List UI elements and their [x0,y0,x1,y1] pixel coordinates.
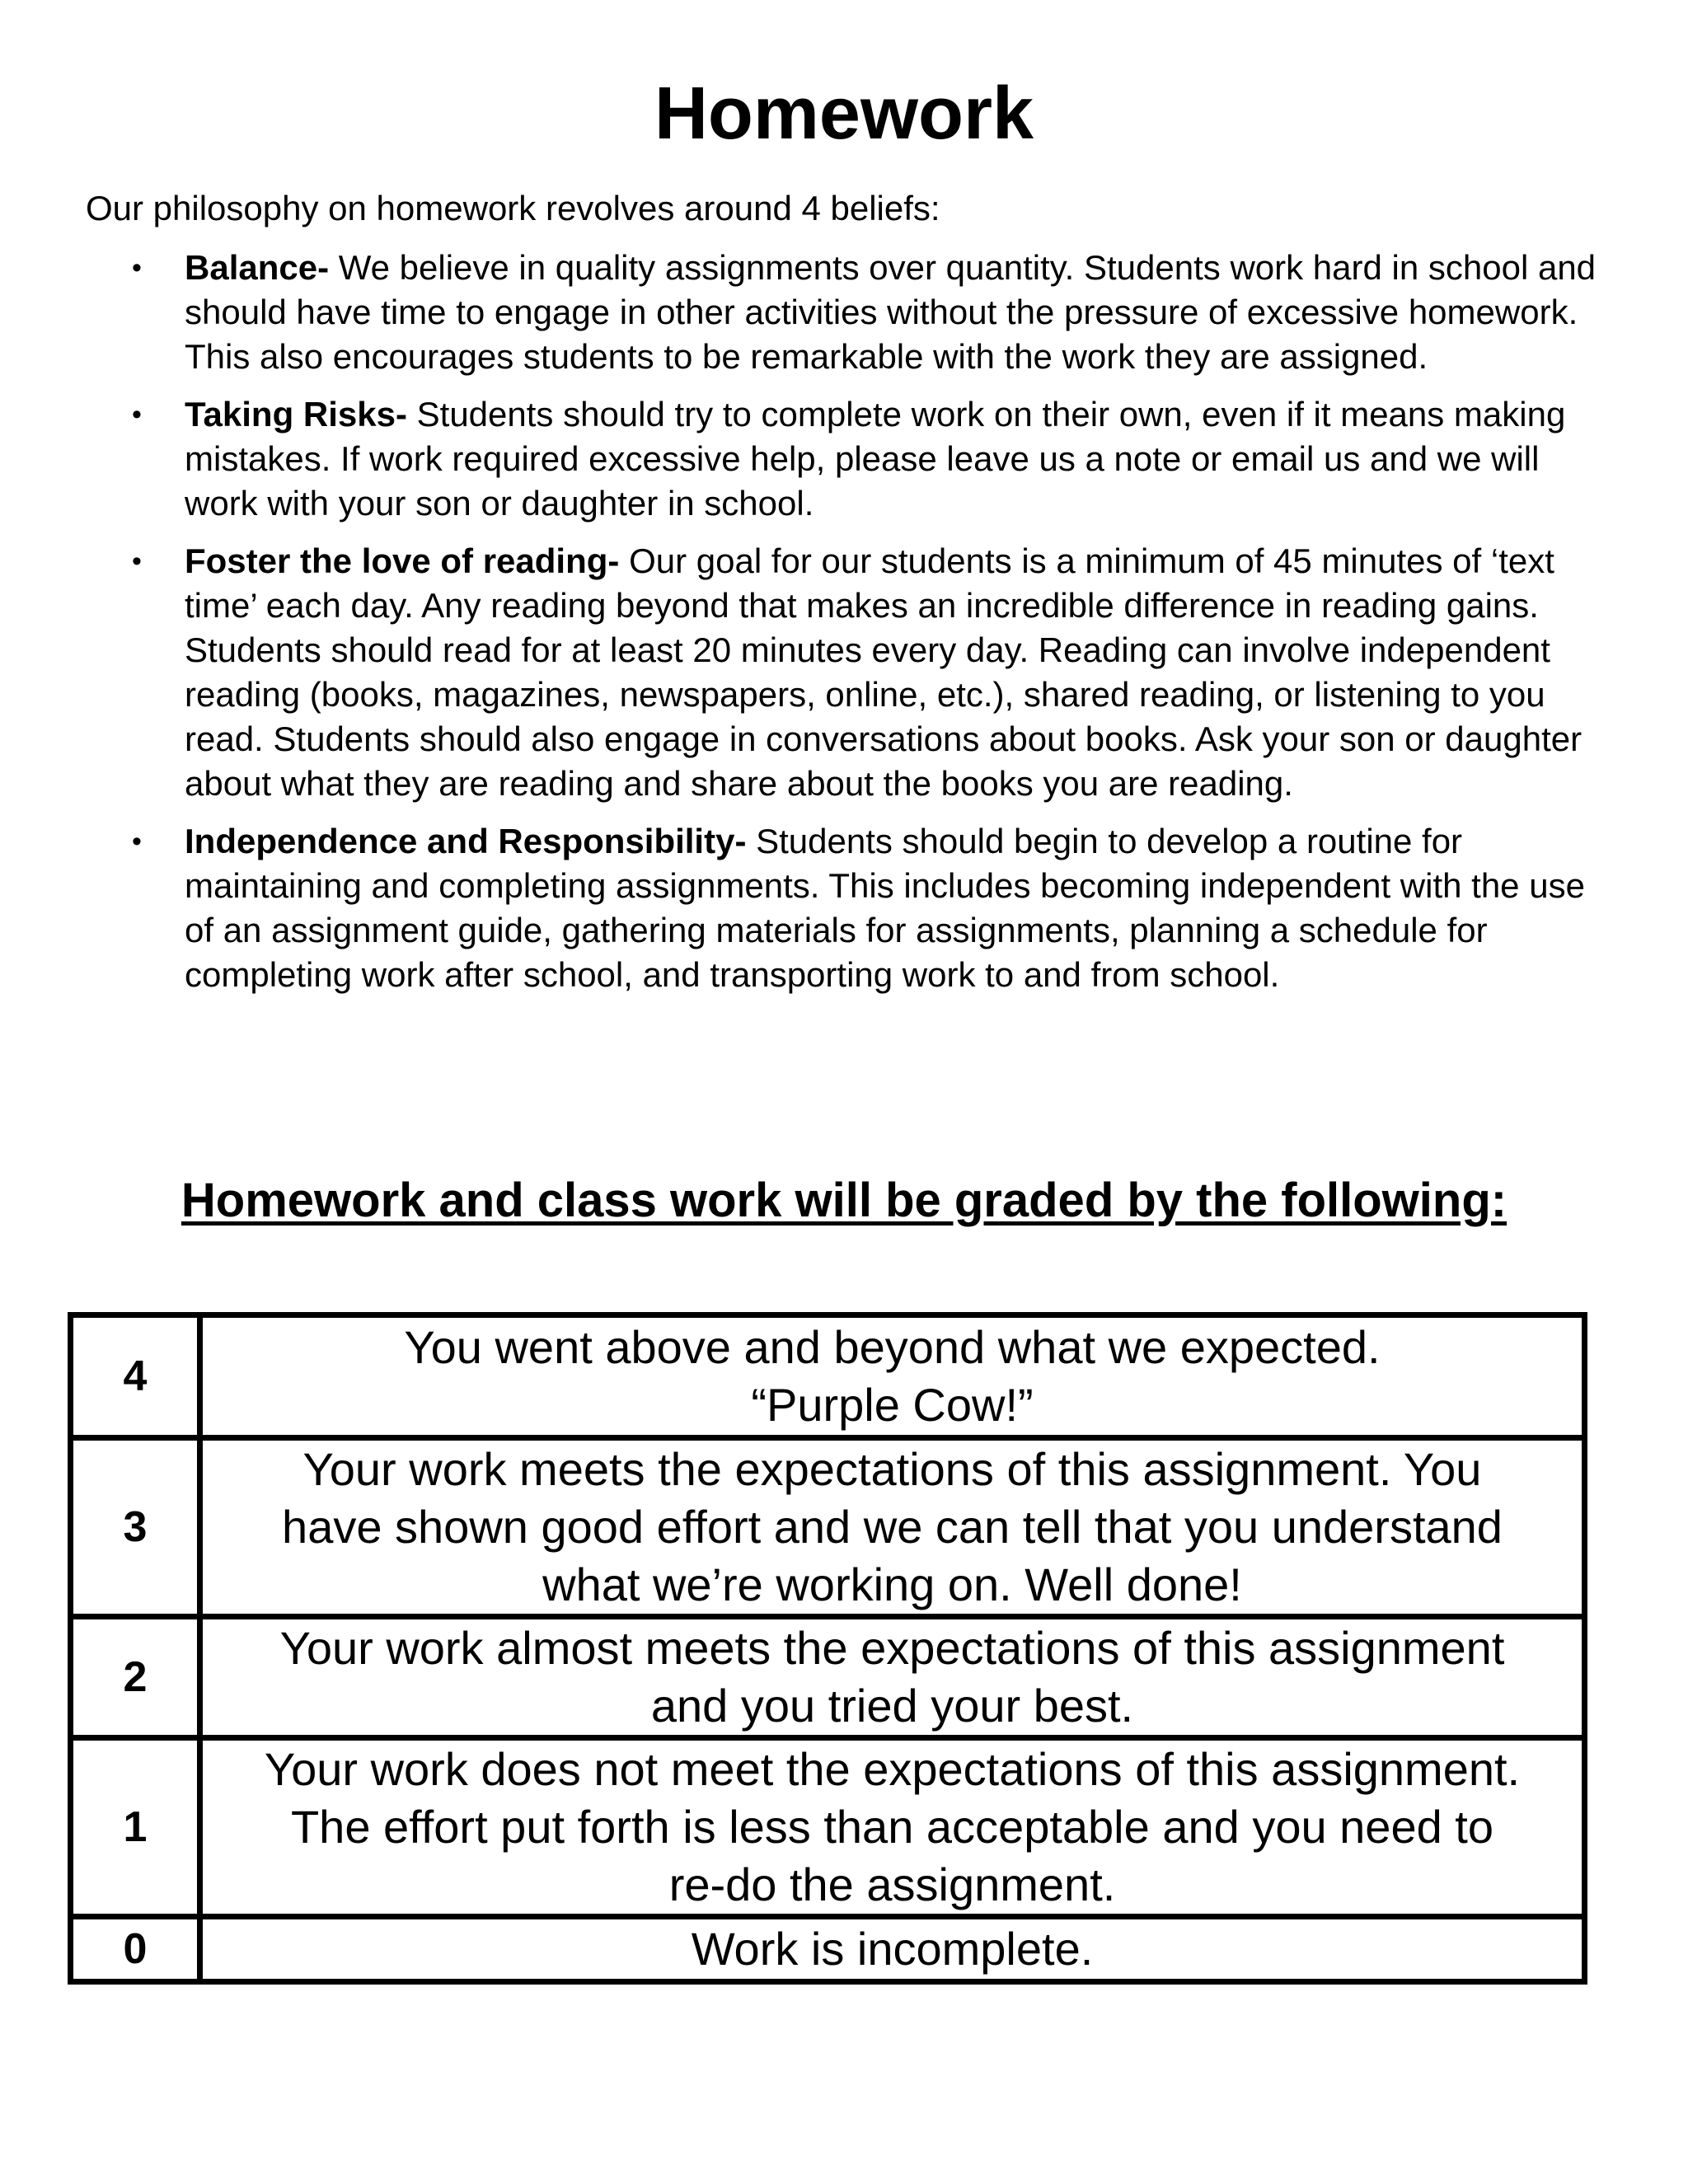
rubric-line: and you tried your best. [650,1680,1134,1732]
bullet-icon: • [132,252,142,284]
rubric-description [200,1917,1585,1982]
rubric-line: The effort put forth is less than acceptable and you need to [290,1801,1494,1853]
rubric-row-3 [71,1438,1585,1617]
rubric-line: re-do the assignment. [668,1858,1116,1910]
rubric-description [200,1315,1585,1438]
belief-text: Students should begin to develop a routine for maintaining and completing assignments. This includes becoming independent with the use of an assignment guide, gathering materials for assignments, planning a schedule for completing work after school, and transporting work to and from school. [185,822,1585,994]
rubric-score: 4 [71,1315,200,1438]
belief-reading [132,539,1615,806]
belief-term: Balance- [185,248,330,287]
belief-balance [132,246,1615,379]
belief-term: Taking Risks- [185,395,407,434]
rubric-line: You went above and beyond what we expected. [404,1321,1381,1373]
belief-term: Foster the love of reading- [185,541,620,580]
rubric-line: “Purple Cow!” [751,1379,1034,1431]
rubric-row-4 [71,1315,1585,1438]
rubric-row-1 [71,1738,1585,1917]
belief-text: Our goal for our students is a minimum of 45 minutes of ‘text time’ each day. Any reading beyond that makes an incredible difference in reading gains. Students should read for at least 20 minutes every day. Reading can involve independent reading (books, magazines, newspapers, online, etc.), shared reading, or listening to you read. Students should also engage in conversations about books. Ask your son or daughter about what they are reading and share about the books you are reading. [185,541,1582,803]
rubric-score: 0 [71,1917,200,1982]
belief-term: Independence and Responsibility- [185,822,747,860]
rubric-score: 2 [71,1617,200,1738]
belief-text: Students should try to complete work on their own, even if it means making mistakes. If work required excessive help, please leave us a note or email us and we will work with your son or daughter in school. [185,395,1566,523]
rubric-line: Your work does not meet the expectations of this assignment. [264,1743,1521,1795]
rubric-description [200,1738,1585,1917]
beliefs-list [132,246,1615,1010]
rubric-row-2 [71,1617,1585,1738]
grading-rubric-table [68,1312,1587,1985]
rubric-description [200,1438,1585,1617]
rubric-line: what we’re working on. Well done! [542,1558,1242,1610]
rubric-row-0 [71,1917,1585,1982]
bullet-icon: • [132,399,142,430]
belief-independence [132,819,1615,997]
belief-text: We believe in quality assignments over quantity. Students work hard in school and should have time to engage in other activities without the pressure of excessive homework. This also encourages students to be remarkable with the work they are assigned. [185,248,1597,376]
rubric-line: Your work meets the expectations of this assignment. You [302,1443,1482,1495]
belief-taking-risks [132,392,1615,526]
page-title: Homework [654,73,1034,155]
bullet-icon: • [132,826,142,857]
rubric-score: 3 [71,1438,200,1617]
rubric-score: 1 [71,1738,200,1917]
intro-text: Our philosophy on homework revolves around 4 beliefs: [86,189,940,227]
rubric-line: Your work almost meets the expectations of this assignment [279,1622,1505,1674]
rubric-line: Work is incomplete. [691,1923,1094,1975]
grading-heading: Homework and class work will be graded by the following: [181,1174,1507,1227]
rubric-line: have shown good effort and we can tell that you understand [282,1501,1503,1553]
rubric-description [200,1617,1585,1738]
bullet-icon: • [132,546,142,577]
